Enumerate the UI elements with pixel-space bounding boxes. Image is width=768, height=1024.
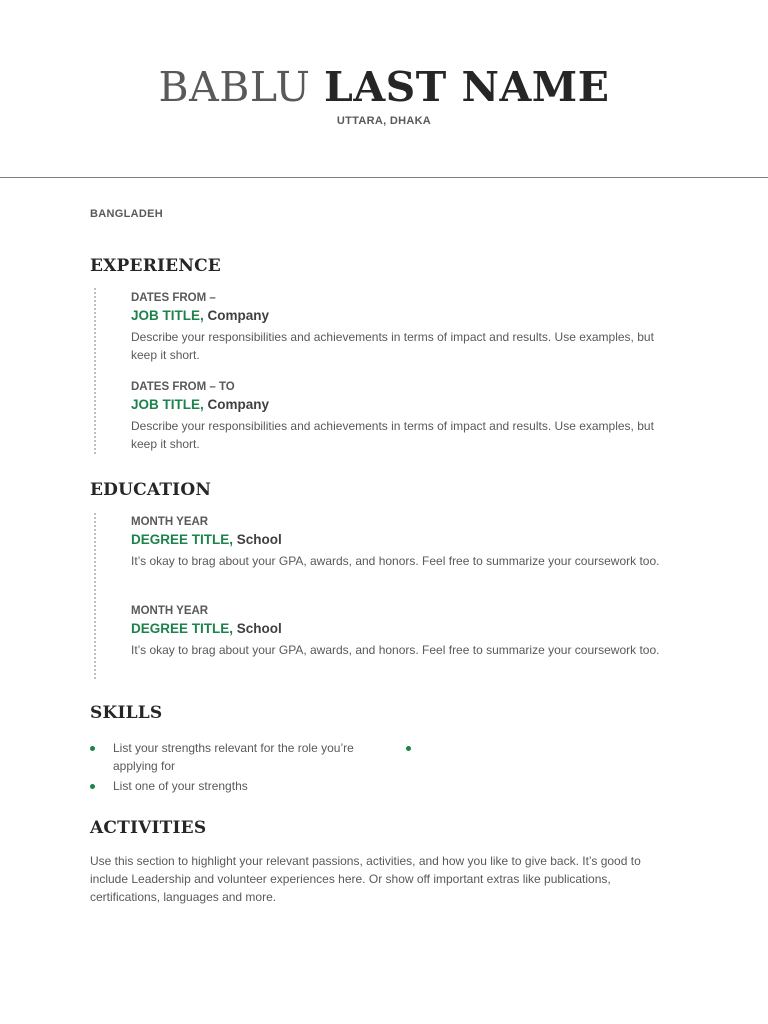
entry-title — [131, 619, 671, 639]
country: BANGLADEH — [90, 208, 163, 220]
skill-item — [90, 778, 380, 796]
degree-title: DEGREE TITLE, — [131, 532, 234, 547]
entry-title — [131, 530, 671, 550]
education-entry — [131, 603, 671, 660]
entry-title — [131, 395, 671, 415]
address: UTTARA, DHAKA — [336, 115, 432, 127]
entry-description: It’s okay to brag about your GPA, awards, and honors. Feel free to summarize your coursework too. — [131, 643, 660, 657]
experience-entry — [131, 379, 671, 453]
education-entry — [131, 514, 671, 571]
skills-heading: SKILLS — [90, 703, 163, 723]
header-divider — [0, 177, 768, 178]
company: Company — [207, 397, 270, 412]
skill-item — [90, 740, 380, 775]
first-name: BABLU — [158, 63, 311, 111]
education-heading: EDUCATION — [90, 480, 212, 500]
skills-column-right — [406, 740, 686, 743]
bullet-icon — [90, 746, 95, 751]
activities-description: Use this section to highlight your relevant passions, activities, and how you like to give back. It’s good to include Leadership and volunteer experiences here. Or show off important extras like publications, certifications, languages and more. — [90, 854, 641, 904]
entry-dates: DATES FROM – TO — [131, 381, 235, 393]
full-name — [0, 62, 768, 112]
skill-text: List one of your strengths — [113, 779, 248, 793]
school: School — [236, 621, 282, 636]
experience-entry — [131, 290, 671, 364]
entry-dates: MONTH YEAR — [131, 516, 209, 528]
company: Company — [207, 308, 270, 323]
skills-column-left — [90, 740, 380, 799]
entry-description: Describe your responsibilities and achievements in terms of impact and results. Use examples, but keep it short. — [131, 419, 654, 451]
bullet-icon — [90, 784, 95, 789]
entry-description: It’s okay to brag about your GPA, awards, and honors. Feel free to summarize your coursework too. — [131, 554, 660, 568]
last-name: LAST NAME — [323, 63, 610, 111]
resume-header — [0, 0, 768, 178]
experience-heading: EXPERIENCE — [90, 256, 221, 276]
job-title: JOB TITLE, — [131, 397, 204, 412]
degree-title: DEGREE TITLE, — [131, 621, 234, 636]
entry-description: Describe your responsibilities and achievements in terms of impact and results. Use examples, but keep it short. — [131, 330, 654, 362]
skill-text: List your strengths relevant for the role you’re applying for — [113, 741, 354, 773]
entry-dates: DATES FROM – — [131, 292, 216, 304]
entry-title — [131, 306, 671, 326]
bullet-icon — [406, 746, 411, 751]
activities-heading: ACTIVITIES — [90, 818, 207, 838]
job-title: JOB TITLE, — [131, 308, 204, 323]
entry-dates: MONTH YEAR — [131, 605, 209, 617]
school: School — [236, 532, 282, 547]
